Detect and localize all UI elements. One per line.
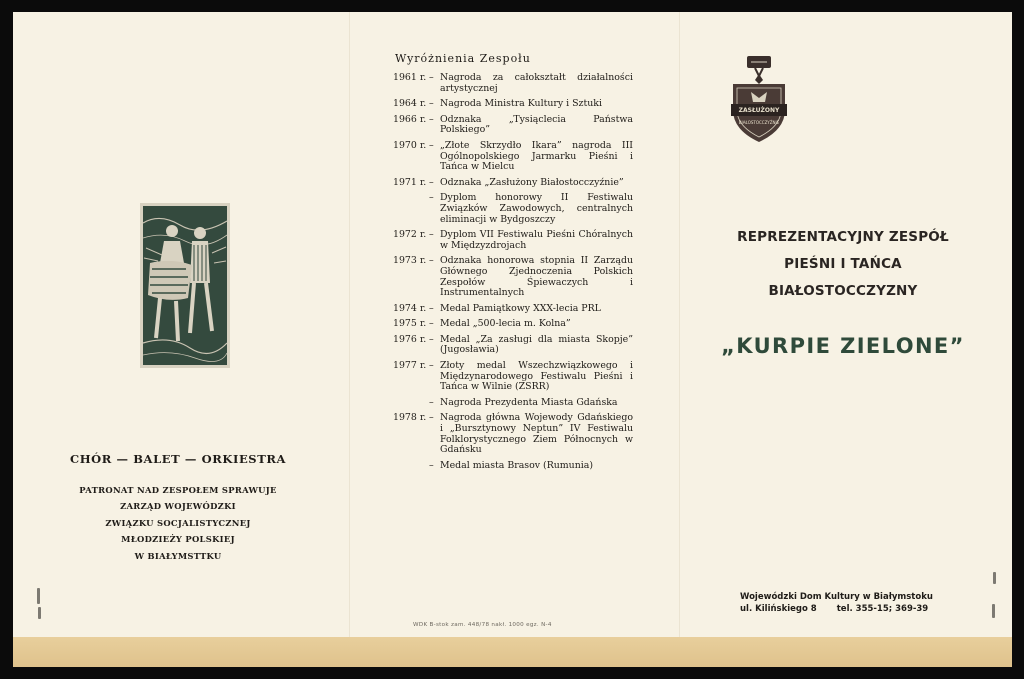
award-text: Dyplom honorowy II Festiwalu Związków Zawodowych, centralnych eliminacji w Bydgoszczy	[440, 192, 633, 225]
award-item	[393, 115, 633, 136]
award-dash: –	[429, 98, 434, 110]
award-dash: –	[429, 459, 434, 471]
award-item	[393, 178, 633, 189]
patronage-line: ZWIĄZKU SOCJALISTYCZNEJ	[105, 517, 251, 528]
award-item	[393, 461, 633, 472]
award-text: Odznaka „Tysiąclecia Państwa Polskiego”	[440, 113, 633, 136]
patronage-line: PATRONAT NAD ZESPOŁEM SPRAWUJE	[79, 485, 277, 495]
award-year: 1964 r.	[393, 98, 427, 110]
award-item	[393, 73, 633, 94]
award-dash: –	[429, 176, 434, 188]
award-dash: –	[429, 333, 434, 345]
award-year: 1975 r.	[393, 318, 427, 330]
patronage-line: MŁODZIEŻY POLSKIEJ	[121, 534, 235, 545]
award-year: 1973 r.	[393, 255, 427, 267]
award-year	[393, 461, 429, 472]
ensemble-heading	[693, 224, 993, 305]
patronage-line: ZARZĄD WOJEWÓDZKI	[120, 501, 236, 512]
award-year: 1978 r.	[393, 412, 427, 424]
staple-mark-left	[38, 607, 41, 619]
award-text: Dyplom VII Festiwalu Pieśni Chóralnych w Międzyzdrojach	[440, 229, 633, 251]
award-item	[393, 304, 633, 315]
award-dash: –	[429, 229, 434, 241]
badge-text-bottom: BIAŁOSTOCCZYŹNIE	[738, 120, 780, 125]
award-dash: –	[429, 360, 434, 372]
award-year: 1966 r.	[393, 113, 427, 125]
award-year: 1974 r.	[393, 302, 427, 314]
staple-mark-left	[37, 588, 40, 604]
badge-text-top: ZASŁUŻONY	[738, 107, 780, 114]
award-text: Nagroda Prezydenta Miasta Gdańska	[440, 396, 618, 408]
award-item	[393, 256, 633, 298]
merit-badge-icon	[727, 54, 791, 144]
awards-list	[393, 73, 633, 476]
address-line: Wojewódzki Dom Kultury w Białymstoku	[740, 592, 933, 602]
award-text: Nagroda Ministra Kultury i Sztuki	[440, 98, 602, 110]
ensemble-sections-title: CHÓR — BALET — ORKIESTRA	[69, 452, 287, 466]
award-text: Medal „500-lecia m. Kolna”	[440, 318, 571, 330]
award-text: Odznaka „Zasłużony Białostocczyźnie”	[440, 176, 624, 188]
award-year: 1972 r.	[393, 229, 427, 241]
award-dash: –	[429, 412, 434, 424]
award-item	[393, 361, 633, 393]
heading-line: PIEŚNI I TAŃCA	[784, 256, 902, 272]
award-dash: –	[429, 72, 434, 83]
award-year	[393, 193, 429, 225]
award-item	[393, 230, 633, 251]
patronage-line: W BIAŁYMSTTKU	[134, 550, 222, 561]
heading-line: BIAŁOSTOCCZYZNY	[768, 283, 918, 299]
printer-note: WDK B-stok zam. 448/78 nakł. 1000 egz. N-4	[413, 622, 552, 628]
award-text: Złoty medal Wszechzwiązkowego i Międzynarodowego Festiwalu Pieśni i Tańca w Wilnie (ZSRR)	[440, 360, 633, 393]
street-address: ul. Kilińskiego 8	[740, 604, 817, 614]
award-text: Nagroda za całokształt działalności artystycznej	[440, 72, 633, 94]
award-year: 1961 r.	[393, 72, 427, 83]
staple-mark-right	[992, 604, 995, 618]
award-dash: –	[429, 113, 434, 125]
award-item	[393, 413, 633, 455]
tape-strip	[13, 637, 1012, 667]
address-line	[740, 603, 933, 615]
award-item	[393, 193, 633, 225]
staple-mark-right	[993, 572, 996, 584]
award-year: 1977 r.	[393, 360, 427, 372]
award-text: Medal miasta Brasov (Rumunia)	[440, 459, 593, 471]
fold-line-right	[679, 12, 680, 637]
award-year: 1971 r.	[393, 176, 427, 188]
awards-heading: Wyróżnienia Zespołu	[395, 52, 531, 65]
brochure-sheet	[13, 12, 1012, 667]
award-dash: –	[429, 192, 434, 204]
award-year: 1976 r.	[393, 333, 427, 345]
award-text: Odznaka honorowa stopnia II Zarządu Głównego Zjednoczenia Polskich Zespołów Śpiewaczych i Instrumentalnych	[440, 255, 633, 299]
award-dash: –	[429, 302, 434, 314]
contact-address	[740, 591, 933, 615]
patronage-text	[33, 482, 323, 564]
award-year: 1970 r.	[393, 139, 427, 151]
heading-line: REPREZENTACYJNY ZESPÓŁ	[737, 229, 949, 245]
award-year	[393, 398, 429, 409]
award-item	[393, 141, 633, 173]
award-text: Medal Pamiątkowy XXX-lecia PRL	[440, 302, 601, 314]
award-dash: –	[429, 139, 434, 151]
award-text: „Złote Skrzydło Ikara” nagroda III Ogólnopolskiego Jarmarku Pieśni i Tańca w Mielcu	[440, 139, 633, 173]
award-text: Medal „Za zasługi dla miasta Skopje” (Jugosławia)	[440, 333, 633, 356]
award-dash: –	[429, 255, 434, 267]
award-dash: –	[429, 396, 434, 408]
award-item	[393, 335, 633, 356]
award-text: Nagroda główna Wojewody Gdańskiego i „Bursztynowy Neptun” IV Festiwalu Folklorystycznego Ziem Północnych w Gdańsku	[440, 412, 633, 456]
award-item	[393, 398, 633, 409]
phone-number: tel. 355-15; 369-39	[836, 604, 929, 614]
award-item	[393, 99, 633, 110]
fold-line-left	[349, 12, 350, 637]
ensemble-name: „KURPIE ZIELONE”	[721, 334, 965, 358]
folk-dancers-woodcut-image	[140, 203, 230, 368]
award-item	[393, 319, 633, 330]
award-dash: –	[429, 318, 434, 330]
